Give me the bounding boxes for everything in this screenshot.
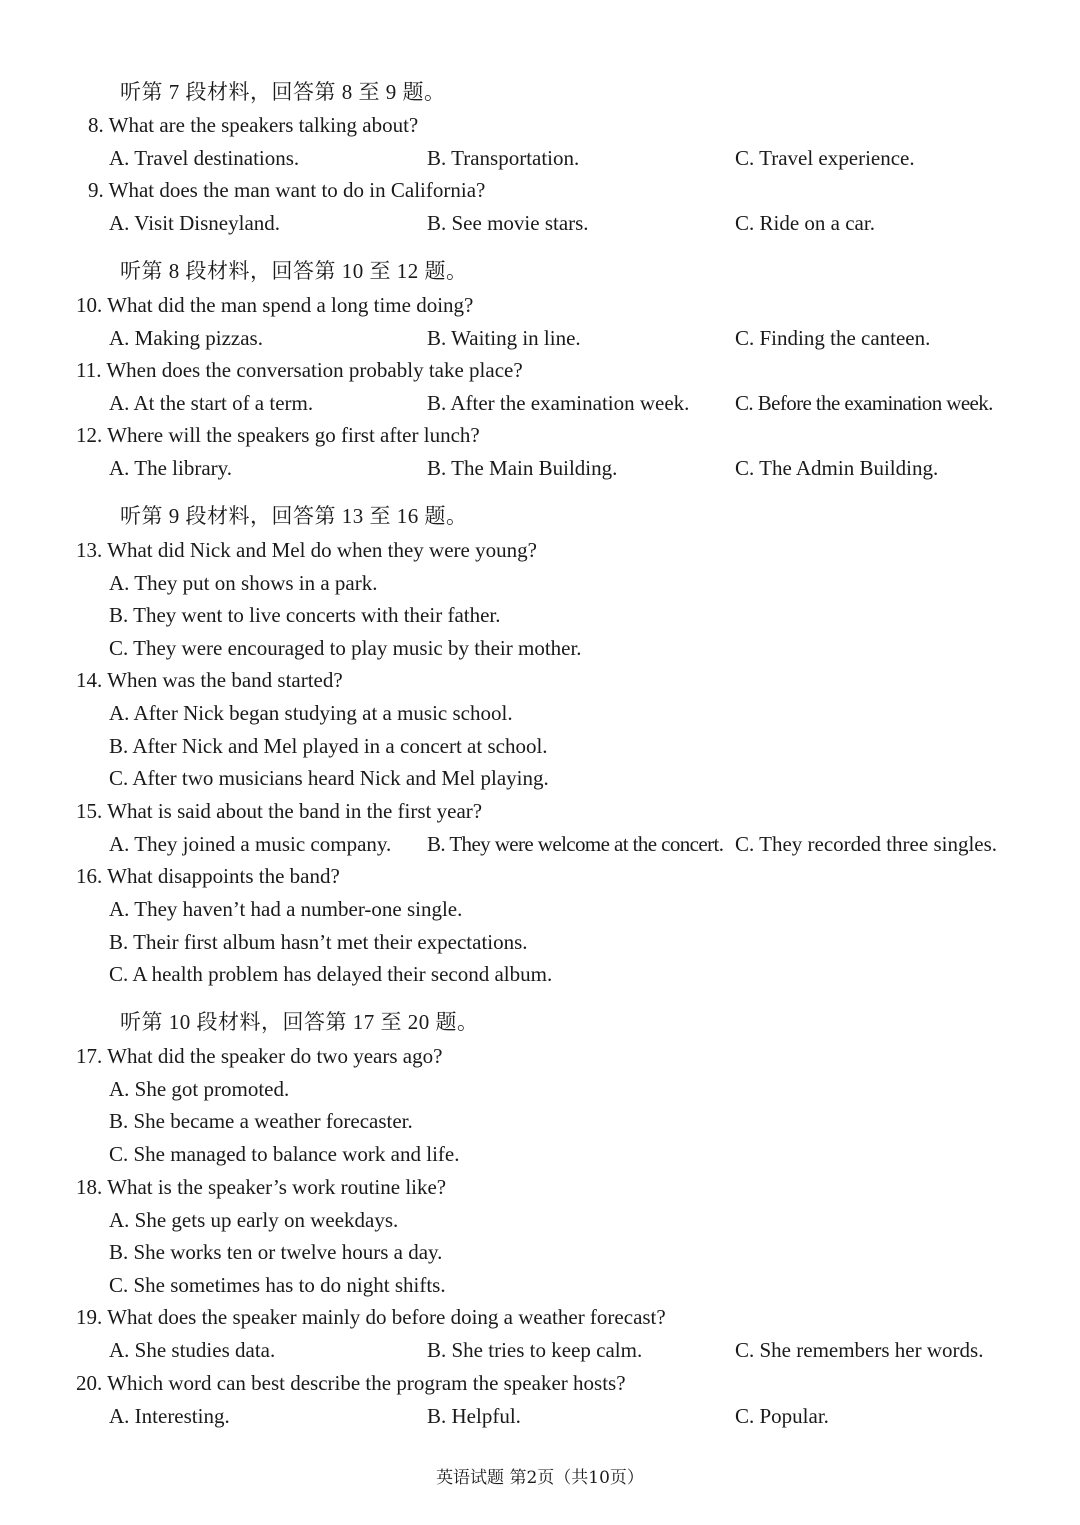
question-stem: 19. What does the speaker mainly do before doing a weather forecast? [76, 1305, 666, 1329]
option-a: A. After Nick began studying at a music school. [109, 701, 513, 725]
option-b: B. Their first album hasn’t met their expectations. [109, 930, 528, 954]
option-a: A. At the start of a term. [109, 391, 314, 415]
question-stem: 11. When does the conversation probably take place? [76, 358, 523, 382]
option-a: A. She studies data. [109, 1338, 276, 1362]
option-a: A. They joined a music company. [109, 832, 392, 856]
page-footer: 英语试题 第2页（共10页） [436, 1468, 644, 1488]
question-stem: 8. What are the speakers talking about? [88, 113, 419, 137]
option-c: C. They recorded three singles. [735, 832, 998, 856]
option-c: C. They were encouraged to play music by their mother. [109, 636, 582, 660]
question-stem: 12. Where will the speakers go first after lunch? [76, 423, 480, 447]
option-a: A. The library. [109, 456, 233, 480]
question-stem: 15. What is said about the band in the first year? [76, 799, 483, 823]
option-b: B. Helpful. [427, 1404, 521, 1428]
option-a: A. Making pizzas. [109, 326, 263, 350]
option-c: C. Finding the canteen. [735, 326, 931, 350]
section-header: 听第 8 段材料，回答第 10 至 12 题。 [120, 259, 468, 283]
option-b: B. After Nick and Mel played in a concert at school. [109, 734, 548, 758]
question-stem: 16. What disappoints the band? [76, 864, 340, 888]
section-header: 听第 7 段材料，回答第 8 至 9 题。 [120, 80, 446, 104]
option-c: C. She managed to balance work and life. [109, 1142, 460, 1166]
option-b: B. She tries to keep calm. [427, 1338, 643, 1362]
option-b: B. She became a weather forecaster. [109, 1109, 413, 1133]
question-stem: 10. What did the man spend a long time doing? [76, 293, 474, 317]
option-b: B. The Main Building. [427, 456, 618, 480]
section-header: 听第 10 段材料，回答第 17 至 20 题。 [120, 1010, 479, 1034]
option-c: C. After two musicians heard Nick and Mel playing. [109, 766, 549, 790]
option-c: C. She remembers her words. [735, 1338, 984, 1362]
question-stem: 18. What is the speaker’s work routine like? [76, 1175, 447, 1199]
option-a: A. She gets up early on weekdays. [109, 1208, 399, 1232]
question-stem: 17. What did the speaker do two years ago? [76, 1044, 443, 1068]
option-b: B. After the examination week. [427, 391, 690, 415]
option-c: C. Before the examination week. [735, 391, 993, 415]
option-c: C. A health problem has delayed their second album. [109, 962, 553, 986]
section-header: 听第 9 段材料，回答第 13 至 16 题。 [120, 504, 468, 528]
option-c: C. Travel experience. [735, 146, 915, 170]
option-b: B. Transportation. [427, 146, 580, 170]
question-stem: 14. When was the band started? [76, 668, 343, 692]
option-c: C. The Admin Building. [735, 456, 939, 480]
question-stem: 9. What does the man want to do in California? [88, 178, 486, 202]
option-b: B. See movie stars. [427, 211, 589, 235]
option-a: A. Visit Disneyland. [109, 211, 281, 235]
option-c: C. Popular. [735, 1404, 829, 1428]
question-stem: 20. Which word can best describe the program the speaker hosts? [76, 1371, 626, 1395]
option-b: B. They went to live concerts with their father. [109, 603, 501, 627]
option-a: A. She got promoted. [109, 1077, 290, 1101]
option-a: A. They put on shows in a park. [109, 571, 378, 595]
option-b: B. She works ten or twelve hours a day. [109, 1240, 443, 1264]
option-b: B. Waiting in line. [427, 326, 581, 350]
option-b: B. They were welcome at the concert. [427, 832, 724, 856]
option-c: C. Ride on a car. [735, 211, 875, 235]
option-a: A. Interesting. [109, 1404, 230, 1428]
question-stem: 13. What did Nick and Mel do when they were young? [76, 538, 537, 562]
option-c: C. She sometimes has to do night shifts. [109, 1273, 446, 1297]
option-a: A. They haven’t had a number-one single. [109, 897, 463, 921]
option-a: A. Travel destinations. [109, 146, 300, 170]
